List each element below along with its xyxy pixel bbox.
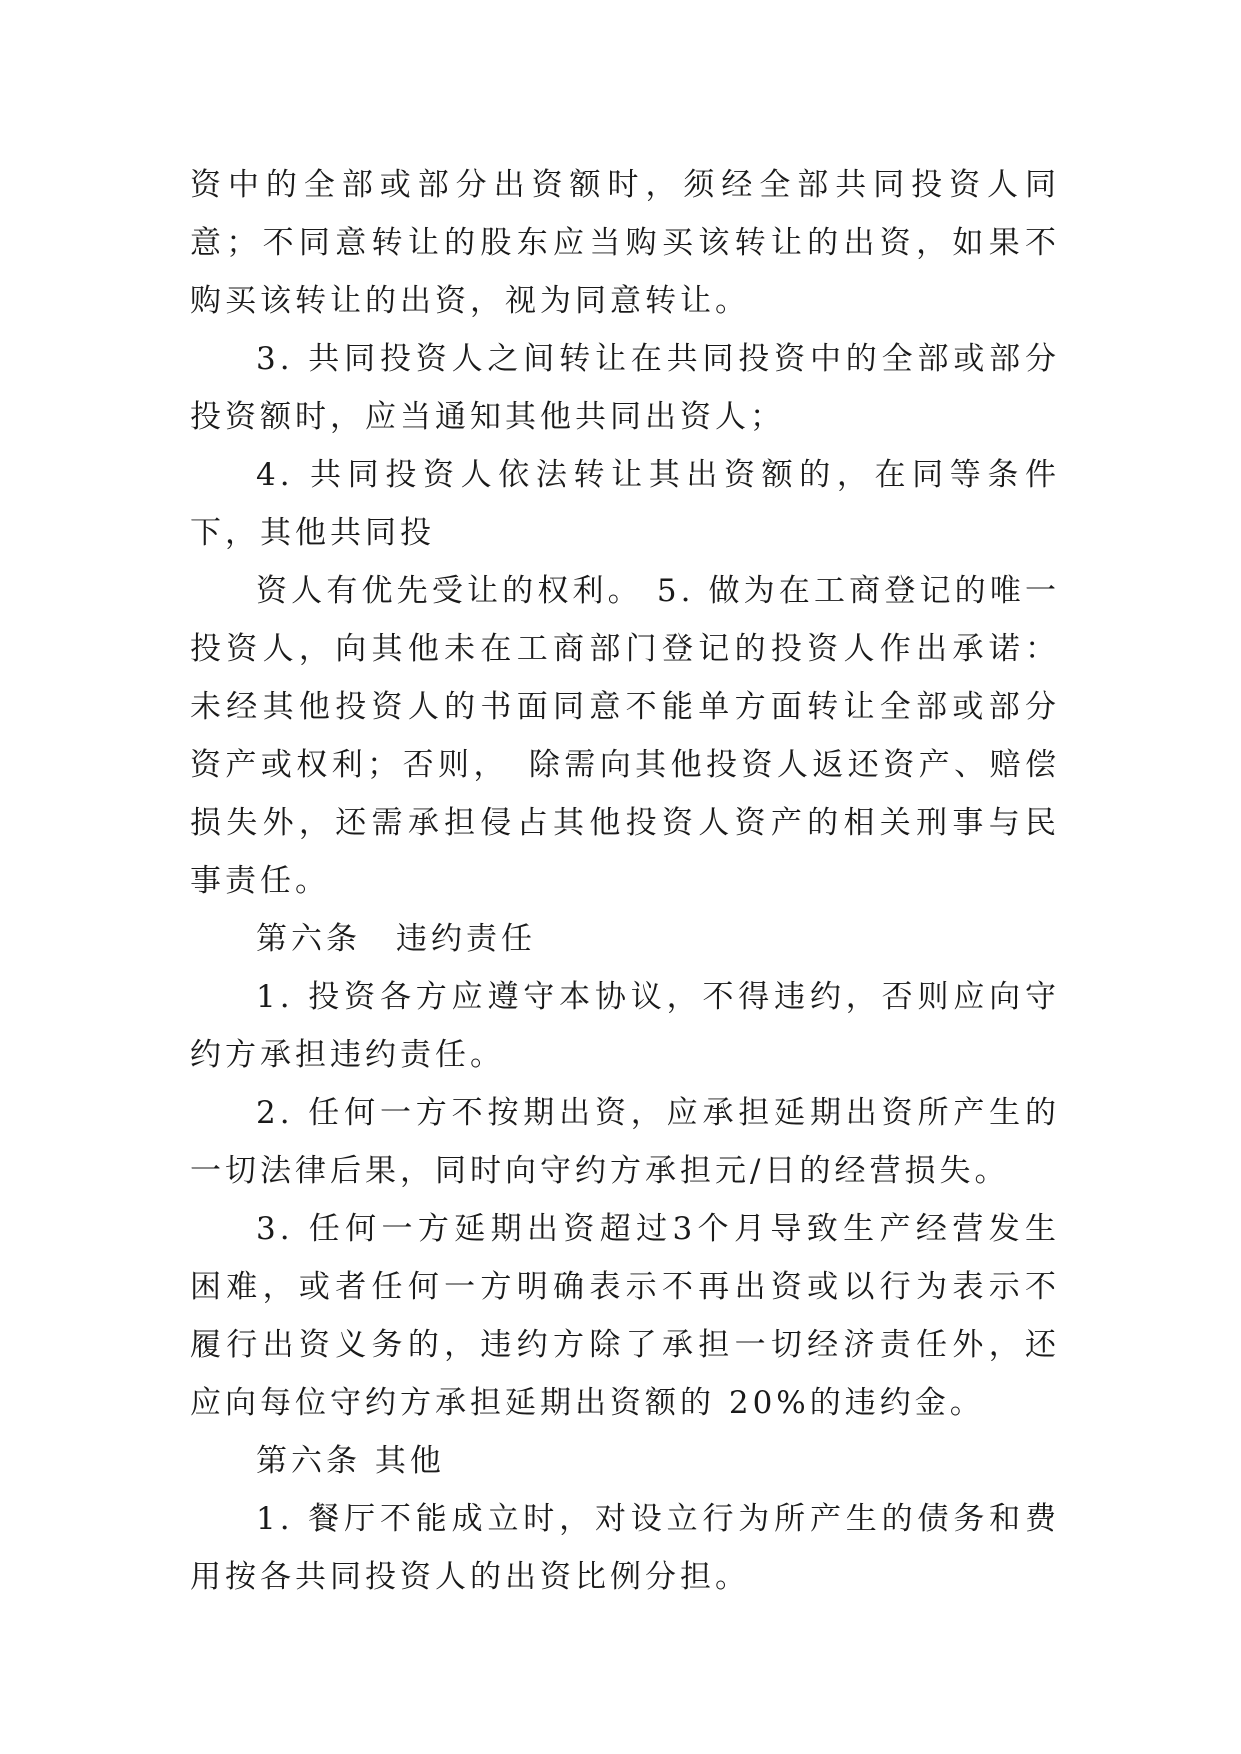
document-body xyxy=(190,156,1060,1606)
section-heading-breach-liability: 第六条 违约责任 xyxy=(256,921,536,957)
paragraph-breach-item-2: 2. 任何一方不按期出资，应承担延期出资所产生的一切法律后果，同时向守约方承担元/日的经营损失。 xyxy=(190,1095,1060,1189)
paragraph-item-3-transfer-notice: 3. 共同投资人之间转让在共同投资中的全部或部分投资额时，应当通知其他共同出资人； xyxy=(190,341,1060,435)
paragraph-other-item-1: 1. 餐厅不能成立时，对设立行为所产生的债务和费用按各共同投资人的出资比例分担。 xyxy=(190,1501,1060,1595)
paragraph-breach-item-1: 1. 投资各方应遵守本协议，不得违约，否则应向守约方承担违约责任。 xyxy=(190,979,1060,1073)
paragraph-item-4-transfer-law: 4. 共同投资人依法转让其出资额的，在同等条件下，其他共同投 xyxy=(190,457,1060,551)
paragraph-transfer-consent: 资中的全部或部分出资额时，须经全部共同投资人同意；不同意转让的股东应当购买该转让的出资，如果不购买该转让的出资，视为同意转让。 xyxy=(190,167,1060,319)
paragraph-breach-item-3: 3. 任何一方延期出资超过3个月导致生产经营发生困难，或者任何一方明确表示不再出资或以行为表示不履行出资义务的，违约方除了承担一切经济责任外，还应向每位守约方承担延期出资额的 20%的违约金。 xyxy=(190,1211,1060,1421)
paragraph-priority-and-item-5: 资人有优先受让的权利。 5. 做为在工商登记的唯一投资人，向其他未在工商部门登记的投资人作出承诺：未经其他投资人的书面同意不能单方面转让全部或部分资产或权利；否则， 除需向其他投资人返还资产、赔偿损失外，还需承担侵占其他投资人资产的相关刑事与民事责任。 xyxy=(190,573,1060,899)
section-heading-other: 第六条 其他 xyxy=(256,1443,445,1479)
